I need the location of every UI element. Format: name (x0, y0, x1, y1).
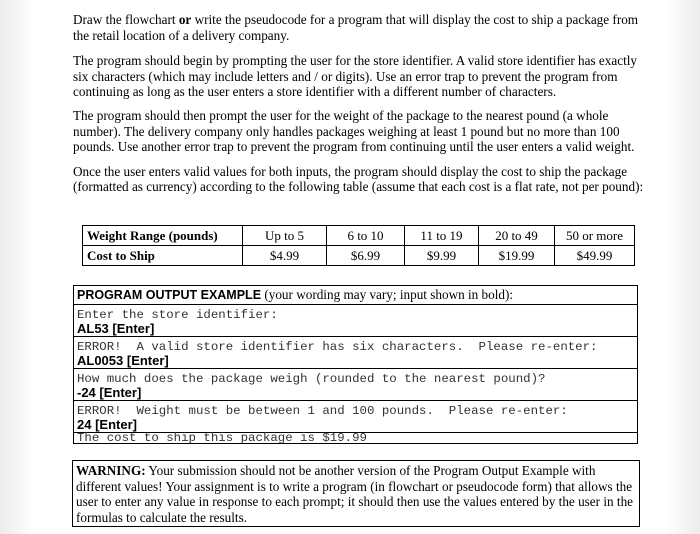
output-input-3 (74, 385, 637, 401)
output-result-text: The cost to ship this package is $19.99 (77, 431, 367, 445)
output-error-text: ERROR! A valid store identifier has six characters. Please re-enter: (77, 340, 598, 354)
output-title-bold: PROGRAM OUTPUT EXAMPLE (77, 288, 262, 302)
range-cell: Up to 5 (243, 226, 327, 246)
output-line-prompt-store (74, 306, 637, 321)
output-title-rest: (your wording may vary; input shown in bold): (261, 287, 514, 302)
cost-cell: $19.99 (479, 246, 555, 266)
output-title (74, 286, 637, 305)
intro-bold-or: or (178, 12, 192, 27)
range-cell: 11 to 19 (405, 226, 479, 246)
warning-text: Your submission should not be another version of the Program Output Example with different values! Your assignment is to write a program (in flowchart or pseudocode form) that allows the user to enter any value in response to each prompt; it should then use the values entered by the user in the formulas to calculate the results. (76, 463, 634, 525)
user-input-text: 24 [Enter] (77, 417, 137, 432)
cost-table (82, 225, 635, 266)
cost-header: Cost to Ship (83, 246, 243, 266)
cost-paragraph: Once the user enters valid values for both inputs, the program should display the cost to ship the package (formatted as currency) according to the following table (assume that each cost is a flat rate, not per pound): (73, 163, 644, 195)
cost-cell: $9.99 (405, 246, 479, 266)
output-prompt-text: Enter the store identifier: (77, 308, 278, 322)
user-input-text: AL0053 [Enter] (77, 353, 169, 368)
output-error-text: ERROR! Weight must be between 1 and 100 pounds. Please re-enter: (77, 404, 568, 418)
warning-box (72, 460, 640, 527)
cost-row (83, 246, 635, 266)
range-cell: 50 or more (555, 226, 635, 246)
warning-label: WARNING: (76, 463, 146, 478)
output-line-weight-error (74, 402, 637, 417)
user-input-text: AL53 [Enter] (77, 321, 155, 336)
weight-range-row (83, 226, 635, 246)
user-input-text: -24 [Enter] (77, 385, 142, 400)
weight-range-header: Weight Range (pounds) (83, 226, 243, 246)
program-output-example (73, 285, 638, 444)
store-id-paragraph: The program should begin by prompting the user for the store identifier. A valid store identifier has exactly six characters (which may include letters and / or digits). Use an error trap to prevent the program from continuing as long as the user enters a store identifier with a different number of characters. (73, 53, 637, 100)
cost-cell: $4.99 (243, 246, 327, 266)
cost-cell: $49.99 (555, 246, 635, 266)
range-cell: 6 to 10 (327, 226, 405, 246)
page-shadow-right (666, 0, 700, 534)
output-line-store-error (74, 338, 637, 353)
output-prompt-text: How much does the package weigh (rounded to the nearest pound)? (77, 372, 546, 386)
weight-paragraph: The program should then prompt the user for the weight of the package to the nearest pound (a whole number). The delivery company only handles packages weighing at least 1 pound but no more than 100 pounds. Use another error trap to prevent the program from continuing until the user enters a valid weight. (73, 107, 635, 155)
output-input-1 (74, 321, 637, 337)
assignment-text (73, 12, 645, 204)
page-shadow-left (0, 0, 34, 534)
output-line-prompt-weight (74, 370, 637, 385)
output-input-2 (74, 353, 637, 369)
intro-text-start: Draw the flowchart (73, 12, 179, 27)
intro-paragraph (73, 12, 645, 43)
cost-cell: $6.99 (327, 246, 405, 266)
range-cell: 20 to 49 (479, 226, 555, 246)
intro-text-end: write the pseudocode for a program that will display the cost to ship a package from the retail location of a delivery company. (73, 12, 639, 43)
output-line-result (74, 429, 637, 444)
